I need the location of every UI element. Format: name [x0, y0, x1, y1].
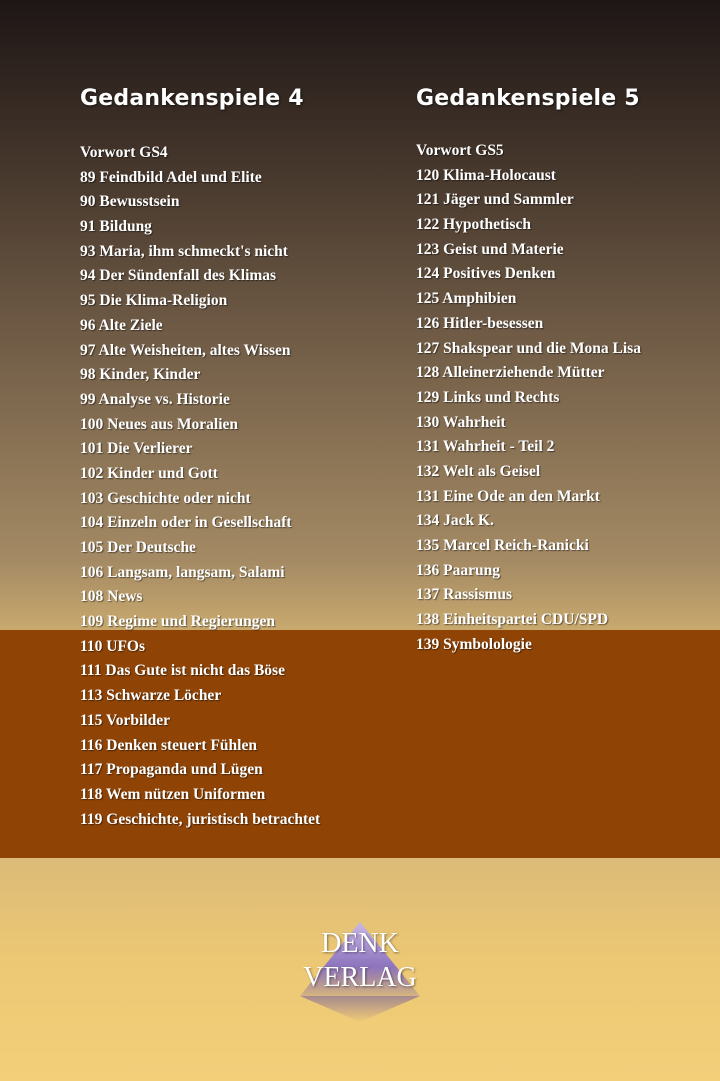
chapter-item: 102 Kinder und Gott [80, 464, 218, 482]
chapter-item: 127 Shakspear und die Mona Lisa [416, 339, 641, 357]
chapter-list-gs5 [416, 139, 716, 657]
chapter-item: 116 Denken steuert Fühlen [80, 736, 257, 754]
chapter-item: 120 Klima-Holocaust [416, 166, 556, 184]
chapter-item: 129 Links und Rechts [416, 388, 560, 406]
chapter-item: 131 Eine Ode an den Markt [416, 487, 600, 505]
chapter-item: 123 Geist und Materie [416, 240, 564, 258]
column-title-gs4: Gedankenspiele 4 [80, 86, 304, 111]
chapter-item: 110 UFOs [80, 637, 146, 655]
chapter-item: 122 Hypothetisch [416, 216, 531, 234]
chapter-item: 136 Paarung [416, 561, 500, 579]
chapter-item: Vorwort GS5 [416, 142, 504, 159]
logo-text-denk: DENK [321, 928, 399, 959]
chapter-item: 96 Alte Ziele [80, 316, 163, 334]
denk-verlag-logo [294, 918, 426, 1028]
chapter-item: 135 Marcel Reich-Ranicki [416, 537, 589, 554]
chapter-item: 138 Einheitspartei CDU/SPD [416, 611, 609, 629]
chapter-item: 121 Jäger und Sammler [416, 191, 574, 209]
chapter-item: 124 Positives Denken [416, 265, 556, 283]
chapter-list-gs4 [80, 141, 380, 832]
chapter-item: Vorwort GS4 [80, 144, 168, 161]
chapter-item: 94 Der Sündenfall des Klimas [80, 267, 277, 285]
chapter-item: 100 Neues aus Moralien [80, 415, 239, 433]
chapter-item: 101 Die Verlierer [80, 440, 193, 458]
chapter-item: 106 Langsam, langsam, Salami [80, 563, 285, 581]
chapter-item: 126 Hitler-besessen [416, 314, 544, 332]
chapter-item: 90 Bewusstsein [80, 193, 180, 211]
chapter-item: 111 Das Gute ist nicht das Böse [80, 662, 285, 680]
chapter-item: 108 News [80, 588, 143, 606]
chapter-item: 89 Feindbild Adel und Elite [80, 168, 262, 186]
chapter-item: 125 Amphibien [416, 290, 517, 308]
column-title-gs5: Gedankenspiele 5 [416, 86, 640, 111]
chapter-item: 128 Alleinerziehende Mütter [416, 364, 605, 382]
chapter-item: 109 Regime und Regierungen [80, 613, 276, 631]
chapter-item: 119 Geschichte, juristisch betrachtet [80, 810, 321, 828]
chapter-item: 103 Geschichte oder nicht [80, 489, 251, 507]
chapter-item: 130 Wahrheit [416, 413, 506, 431]
gedankenspiele-4-column [80, 86, 380, 832]
chapter-item: 97 Alte Weisheiten, altes Wissen [80, 341, 291, 359]
chapter-item: 113 Schwarze Löcher [80, 687, 222, 705]
chapter-item: 115 Vorbilder [80, 711, 171, 729]
gedankenspiele-5-column [416, 86, 716, 657]
chapter-item: 137 Rassismus [416, 586, 513, 604]
chapter-item: 98 Kinder, Kinder [80, 366, 201, 384]
chapter-item: 132 Welt als Geisel [416, 462, 541, 480]
chapter-item: 105 Der Deutsche [80, 539, 196, 556]
chapter-item: 104 Einzeln oder in Gesellschaft [80, 514, 292, 532]
chapter-item: 131 Wahrheit - Teil 2 [416, 438, 555, 456]
chapter-item: 93 Maria, ihm schmeckt's nicht [80, 242, 288, 260]
chapter-item: 139 Symbolologie [416, 635, 532, 653]
chapter-item: 134 Jack K. [416, 512, 494, 530]
chapter-item: 118 Wem nützen Uniformen [80, 785, 266, 803]
chapter-item: 99 Analyse vs. Historie [80, 390, 230, 408]
chapter-item: 117 Propaganda und Lügen [80, 761, 263, 779]
chapter-item: 95 Die Klima-Religion [80, 292, 228, 310]
chapter-item: 91 Bildung [80, 218, 152, 236]
logo-text-verlag: VERLAG [303, 962, 417, 993]
